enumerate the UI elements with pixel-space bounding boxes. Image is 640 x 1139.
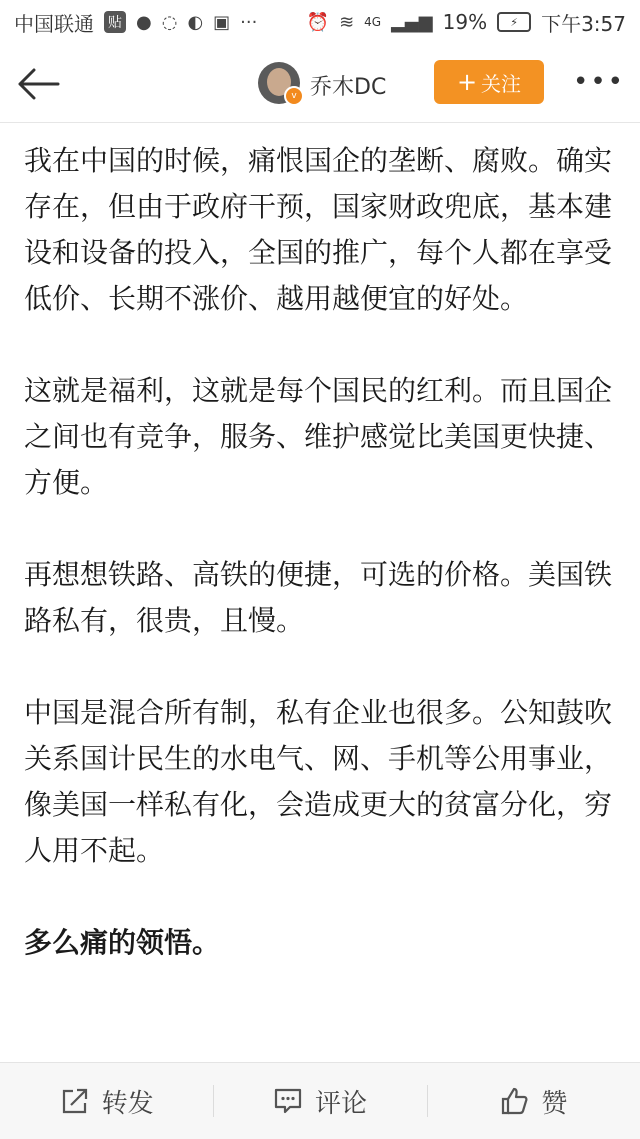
alarm-icon: ⏰ [306, 11, 330, 33]
back-arrow-icon [16, 68, 60, 100]
post-content [24, 138, 620, 966]
comment-icon [273, 1086, 303, 1116]
signal-icon: ▂▄▆ [391, 11, 433, 33]
status-left [14, 8, 257, 37]
comment-button[interactable] [213, 1063, 426, 1139]
avatar[interactable] [258, 62, 300, 104]
back-button[interactable] [14, 60, 62, 108]
post-paragraph: 中国是混合所有制，私有企业也很多。公知鼓吹关系国计民生的水电气、网、手机等公用事业，像美国一样私有化，会造成更大的贫富分化，穷人用不起。 [24, 696, 613, 867]
like-button[interactable] [427, 1063, 640, 1139]
like-label: 赞 [541, 1088, 568, 1119]
more-icon: ••• [573, 67, 626, 97]
follow-label: 关注 [481, 71, 522, 96]
battery-percent: 19% [442, 10, 488, 34]
username[interactable]: 乔木DC [310, 75, 387, 100]
more-options-button[interactable] [573, 62, 626, 102]
verified-badge-icon: v [284, 86, 304, 106]
message-icon: ● [136, 11, 152, 33]
thumbs-up-icon [499, 1086, 529, 1116]
post-paragraph: 再想想铁路、高铁的便捷，可选的价格。美国铁路私有，很贵，且慢。 [24, 558, 613, 637]
comment-label: 评论 [314, 1088, 367, 1119]
tieba-notification-icon: 贴 [104, 11, 126, 33]
post-header [0, 44, 640, 123]
plus-icon: + [456, 68, 478, 96]
battery-icon: ⚡ [497, 12, 531, 32]
wifi-icon: ≋ [339, 11, 355, 33]
repost-icon [60, 1086, 90, 1116]
status-bar [0, 0, 640, 44]
post-paragraph: 我在中国的时候，痛恨国企的垄断、腐败。确实存在，但由于政府干预，国家财政兜底，基本建设和设备的投入，全国的推广，每个人都在享受低价、长期不涨价、越用越便宜的好处。 [24, 144, 613, 315]
more-notifications-icon: ··· [240, 11, 258, 33]
app-icon: ▣ [213, 11, 231, 33]
post-paragraph: 这就是福利，这就是每个国民的红利。而且国企之间也有竞争，服务、维护感觉比美国更快捷、方便。 [24, 374, 613, 499]
repost-button[interactable] [0, 1063, 213, 1139]
repost-label: 转发 [101, 1088, 154, 1119]
follow-button[interactable] [434, 60, 544, 104]
post-conclusion: 多么痛的领悟。 [24, 926, 221, 959]
bottom-action-bar [0, 1062, 640, 1139]
clock: 下午3:57 [541, 11, 626, 36]
carrier-name: 中国联通 [14, 11, 94, 36]
browser-icon: ◌ [161, 11, 178, 33]
network-type: 4G [364, 15, 382, 29]
wechat-icon: ◐ [187, 11, 204, 33]
status-right [307, 8, 626, 37]
